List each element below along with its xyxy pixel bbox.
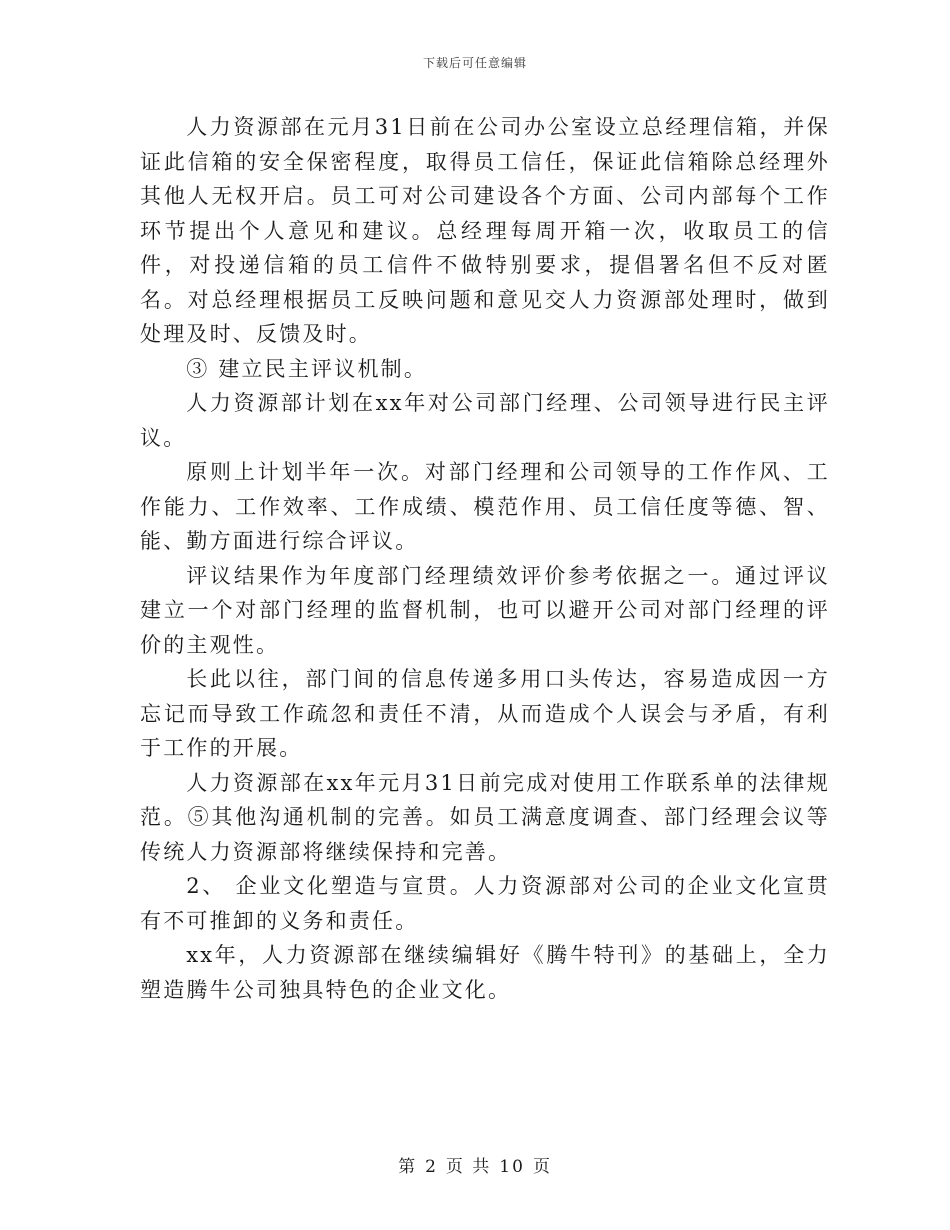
page-number-footer <box>0 1152 950 1177</box>
footer-middle: 页 共 <box>445 1157 492 1177</box>
paragraph-manager-mailbox: 人力资源部在元月31日前在公司办公室设立总经理信箱，并保证此信箱的安全保密程度，取得员工信任，保证此信箱除总经理外其他人无权开启。员工可对公司建设各个方面、公司内部每个工作环节提出个人意见和建议。总经理每周开箱一次，收取员工的信件，对投递信箱的员工信件不做特别要求，提倡署名但不反对匿名。对总经理根据员工反映问题和意见交人力资源部处理时，做到处理及时、反馈及时。 <box>140 115 830 346</box>
paragraph-review-plan: 人力资源部计划在xx年对公司部门经理、公司领导进行民主评议。 <box>140 391 830 450</box>
paragraph-democratic-review-heading: ③ 建立民主评议机制。 <box>186 356 428 381</box>
paragraph-review-results: 评议结果作为年度部门经理绩效评价参考依据之一。通过评议建立一个对部门经理的监督机制，也可以避开公司对部门经理的评价的主观性。 <box>140 563 830 657</box>
header-note: 下载后可任意编辑 <box>422 56 527 70</box>
footer-suffix: 页 <box>532 1157 552 1177</box>
paragraph-information-transfer: 长此以往，部门间的信息传递多用口头传达，容易造成因一方忘记而导致工作疏忽和责任不清，从而造成个人误会与矛盾，有利于工作的开展。 <box>140 667 830 760</box>
document-body <box>140 110 830 1007</box>
paragraph-contact-sheet: 人力资源部在xx年元月31日前完成对使用工作联系单的法律规范。⑤其他沟通机制的完善。如员工满意度调查、部门经理会议等传统人力资源部将继续保持和完善。 <box>140 770 830 864</box>
paragraph-review-frequency: 原则上计划半年一次。对部门经理和公司领导的工作作风、工作能力、工作效率、工作成绩、模范作用、员工信任度等德、智、能、勤方面进行综合评议。 <box>140 460 830 553</box>
paragraph-special-issue: xx年，人力资源部在继续编辑好《腾牛特刊》的基础上，全力塑造腾牛公司独具特色的企业文化。 <box>140 943 830 1002</box>
paragraph-corporate-culture: 2、 企业文化塑造与宣贯。人力资源部对公司的企业文化宣贯有不可推卸的义务和责任。 <box>140 874 830 933</box>
total-page-count: 10 <box>499 1157 525 1177</box>
footer-prefix: 第 <box>398 1157 418 1177</box>
current-page-number: 2 <box>425 1157 438 1177</box>
